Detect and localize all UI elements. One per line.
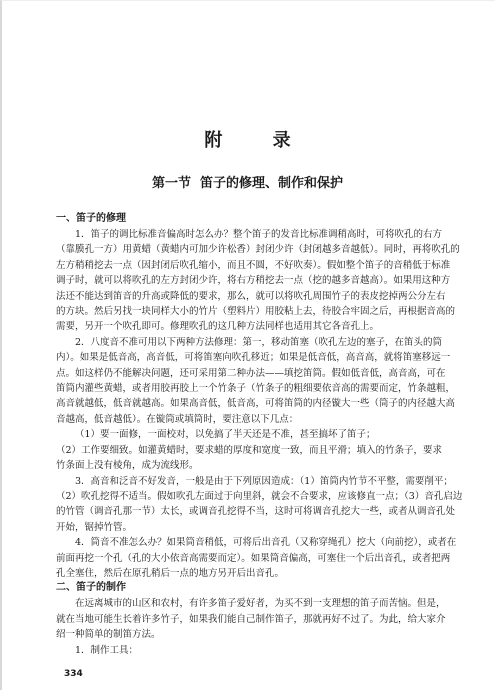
appendix-title: 附 录 [204,130,313,151]
section-title: 第一节 笛子的修理、制作和保护 [151,176,344,191]
text-line: （2）吹孔挖得不适当。假如吹孔左面过于向里斜，就会不合要求，应该修直一点；（3）音孔启边 [56,490,463,502]
list-item: （2）工作要细致。如灌黄蜡时，要求蜡的厚度和宽度一致，而且平滑；填入的竹条子，要求 [56,444,443,456]
text-line: 内）。如果是低音高，高音低，可将笛塞向吹孔移近；如果是低音低，高音高，就将笛塞移远一 [56,352,451,364]
text-line: 调子时，就可以将吹孔的左方封闭少许，将右方稍挖去一点（挖的越多音越高）。如果用这种方 [56,275,451,287]
text-line: （靠膜孔一方）用黄蜡（黄蜡内可加少许松香）封闭少许（封闭越多音越低）。同时，再将吹孔的 [56,244,460,256]
text-line: 开始，锯掉竹管。 [56,521,133,533]
text-line: 孔全塞住，然后在原孔稍后一点的地方另开后出音孔。 [56,567,285,579]
part2-heading: 二、笛子的制作 [56,582,126,594]
text-line: 在远离城市的山区和农村，有许多笛子爱好者，为买不到一支理想的笛子而苦恼。但是， [75,598,446,610]
part1-heading: 一、笛子的修理 [56,213,126,224]
list-item: 竹条面上没有棱角，成为流线形。 [56,460,199,472]
paragraph-3 [56,474,476,536]
list-item: （1）要一面修，一面校对，以免搞了半天还是不准，甚至搞坏了笛子； [75,429,376,441]
text-line: 左方稍稍挖去一点（因封闭后吹孔缩小，而且不圆，不好吹奏）。假如整个笛子的音稍低于标准 [56,259,451,271]
text-line: 的竹管（调音孔那一节）太长，或调音孔挖得不当，这时可将调音孔挖大一些，或者从调音孔处 [56,506,456,518]
text-line: 音越高，低音越低）。在镟筒或填筒时，要注意以下几点： [56,413,299,425]
text-line: 4．筒音不准怎么办？如果筒音稍低，可将后出音孔（又称穿绳孔）挖大（向前挖），或者在 [75,537,457,549]
paragraph-4 [56,535,476,581]
paragraph-5 [56,596,476,642]
text-line: 2．八度音不准可用以下两种方法修理：第一，移动笛塞（吹孔左边的塞子，在笛头的筒 [75,336,443,348]
text-line: 前面再挖一个孔（孔的大小依音高需要而定）。如果筒音偏高，可塞住一个后出音孔，或者把两 [56,552,451,564]
page-content [56,212,476,658]
text-line: 的方块。然后另找一块同样大小的竹片（塑料片）用胶粘上去，待胶合牢固之后，再根据音高的 [56,306,456,318]
text-line: 笛筒内灌些黄蜡，或者用胶再胶上一个竹条子（竹条子的粗细要依音高的需要而定，竹条越粗， [56,383,456,395]
text-line: 点。如这样仍不能解决问题，还可采用第二种办法——填挖笛筒。假如低音低，高音高，可在 [56,367,446,379]
text-line: 绍一种简单的制笛方法。 [56,629,161,641]
numbered-items [56,427,476,473]
text-line: 1．笛子的调比标准音偏高时怎么办？整个笛子的发音比标准调稍高时，可将吹孔的右方 [75,229,443,240]
page-number: 334 [64,669,83,679]
paragraph-2 [56,335,476,427]
text-line: 高音就越低，低音就越高。如果高音低，低音高，可将笛筒的内径镟大一些（筒子的内径越大高 [56,398,456,410]
text-line: 需要，另开一个吹孔即可。修理吹孔的这几种方法同样也适用其它各音孔上。 [56,321,380,333]
text-line: 就在当地可能生长着许多竹子，如果我们能自己制作笛子，那就再好不过了。为此，给大家介 [56,613,446,625]
sub-heading-tools: 1．制作工具： [75,644,139,656]
paragraph-1 [56,227,476,335]
text-line: 法还不能达到笛音的升高或降低的要求，那么，就可以将吹孔周围竹子的表皮挖掉两公分左右 [56,290,446,302]
text-line: 3．高音和泛音不好发音，一般是由于下列原因造成：（1）笛筒内竹节不平整，需要削平； [75,475,453,487]
